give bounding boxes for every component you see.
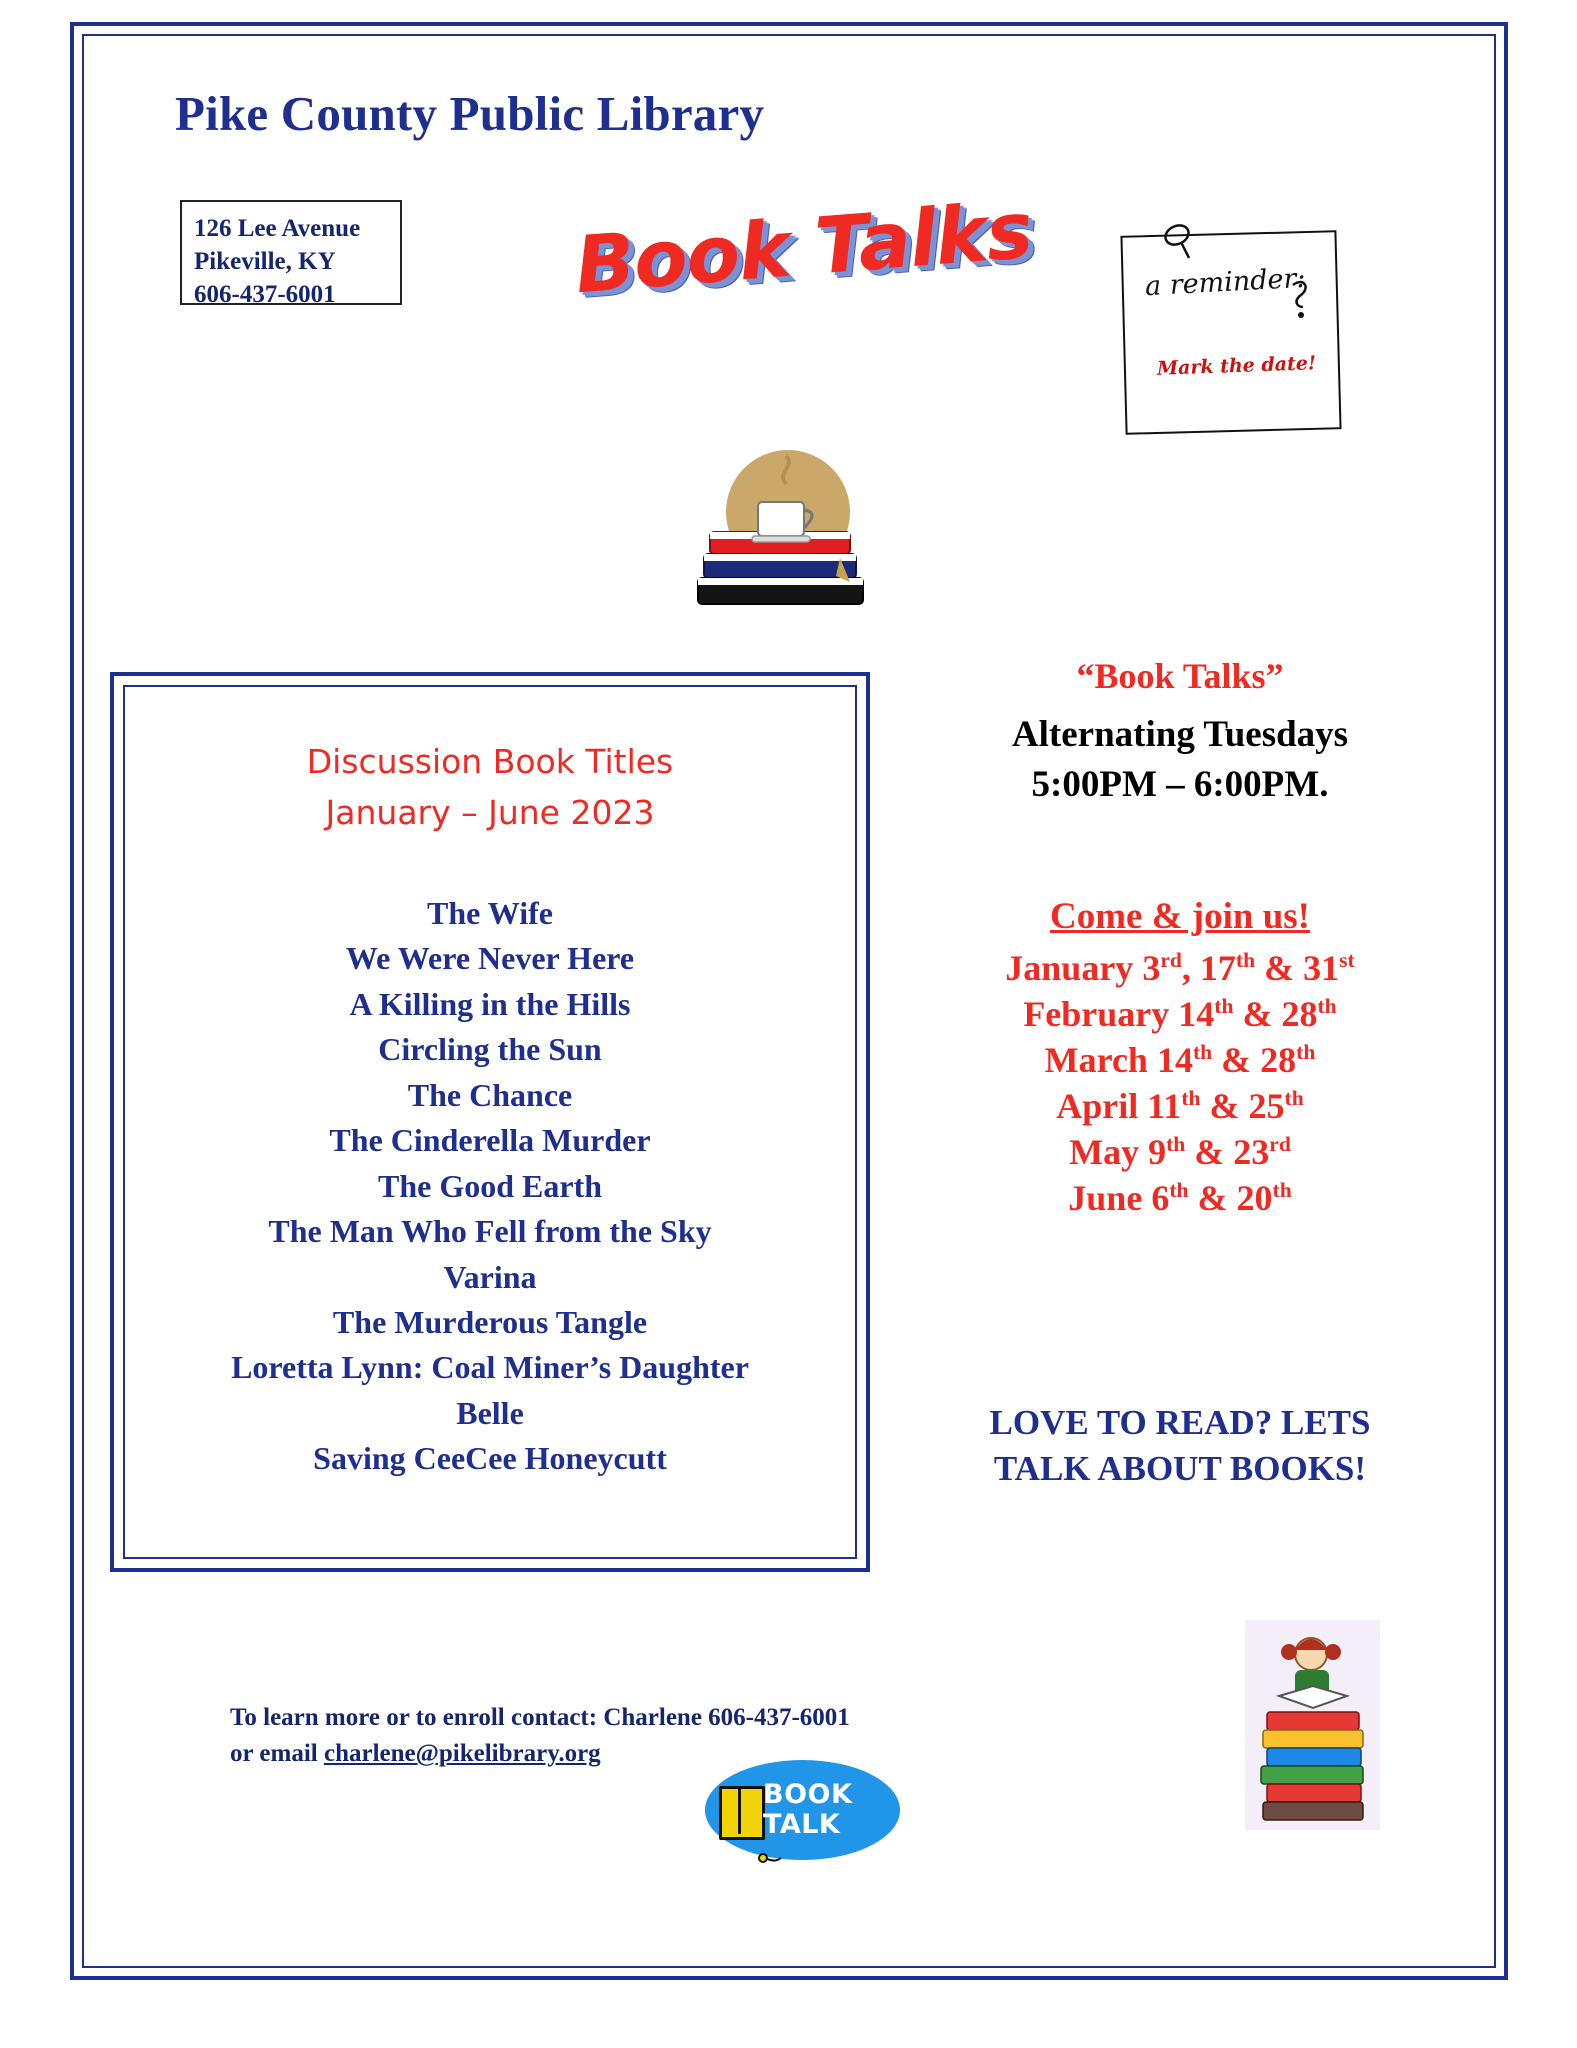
coffee-and-books-clipart <box>690 440 880 620</box>
discussion-titles-heading <box>114 736 866 838</box>
book-talks-wordart-text: Book Talks <box>572 185 1036 312</box>
session-date-row <box>880 945 1480 991</box>
address-line-2: Pikeville, KY <box>194 248 336 275</box>
schedule-frequency: Alternating Tuesdays <box>1011 714 1349 755</box>
tagline-line-1: LOVE TO READ? LETS <box>989 1403 1371 1442</box>
session-date-row <box>880 1175 1480 1221</box>
session-date-row <box>880 1037 1480 1083</box>
session-date-row <box>880 1083 1480 1129</box>
list-item: We Were Never Here <box>345 940 635 977</box>
session-days: 14th & 28th <box>1156 1040 1316 1081</box>
schedule-hours: 5:00PM – 6:00PM. <box>1031 763 1329 805</box>
schedule-time-block <box>880 710 1480 810</box>
contact-email-link[interactable]: charlene@pikelibrary.org <box>323 1740 601 1768</box>
list-item: The Man Who Fell from the Sky <box>268 1213 712 1250</box>
session-date-row <box>880 991 1480 1037</box>
address-line-1: 126 Lee Avenue <box>194 215 361 242</box>
program-name: “Book Talks” <box>1076 656 1284 696</box>
list-item: Circling the Sun <box>378 1031 602 1068</box>
address-box <box>180 200 402 308</box>
badge-line-1: BOOK <box>763 1779 853 1810</box>
contact-email-prefix: or email <box>230 1740 324 1768</box>
list-item: Loretta Lynn: Coal Miner’s Daughter <box>231 1349 749 1386</box>
session-month: January <box>1005 948 1134 988</box>
session-month: June <box>1068 1178 1143 1219</box>
list-item: The Wife <box>427 895 553 931</box>
session-days: 14th & 28th <box>1178 994 1337 1035</box>
list-item: A Killing in the Hills <box>349 985 631 1022</box>
reminder-subtitle: Mark the date! <box>1156 352 1317 380</box>
list-item: The Good Earth <box>377 1167 603 1204</box>
page-title: Pike County Public Library <box>175 86 765 141</box>
session-days: 9th & 23rd <box>1148 1132 1291 1173</box>
session-month: February <box>1023 994 1170 1035</box>
discussion-titles-heading-line1: Discussion Book Titles <box>306 742 674 781</box>
book-talk-badge <box>705 1760 900 1865</box>
reminder-note-clipart <box>1115 215 1350 440</box>
list-item: The Murderous Tangle <box>332 1303 648 1340</box>
session-days: 3rd, 17th & 31st <box>1142 948 1355 988</box>
book-talks-wordart <box>572 185 1036 335</box>
session-month: April <box>1056 1086 1139 1127</box>
badge-line-2: TALK <box>763 1809 841 1841</box>
session-days: 6th & 20th <box>1151 1178 1292 1219</box>
session-days: 11th & 25th <box>1147 1086 1304 1127</box>
list-item: The Chance <box>407 1076 573 1113</box>
book-title-list <box>134 891 846 1482</box>
list-item: Varina <box>443 1258 537 1295</box>
girl-reading-on-books-clipart <box>1245 1620 1380 1830</box>
tagline-line-2: TALK ABOUT BOOKS! <box>993 1448 1367 1488</box>
session-month: May <box>1069 1132 1140 1173</box>
discussion-titles-heading-line2: January – June 2023 <box>325 793 655 833</box>
discussion-titles-panel <box>110 672 870 1572</box>
session-month: March <box>1044 1040 1148 1081</box>
list-item: Saving CeeCee Honeycutt <box>313 1440 667 1477</box>
tagline <box>900 1400 1460 1491</box>
session-date-row <box>880 1129 1480 1175</box>
phone-number: 606-437-6001 <box>194 281 336 308</box>
session-dates-list <box>880 945 1480 1221</box>
reminder-title: a reminder: <box>1144 262 1307 303</box>
contact-line-1: To learn more or to enroll contact: Charlene 606-437-6001 <box>230 1704 850 1731</box>
list-item: Belle <box>456 1394 524 1431</box>
join-call-heading: Come & join us! <box>1049 896 1310 937</box>
list-item: The Cinderella Murder <box>329 1122 651 1159</box>
